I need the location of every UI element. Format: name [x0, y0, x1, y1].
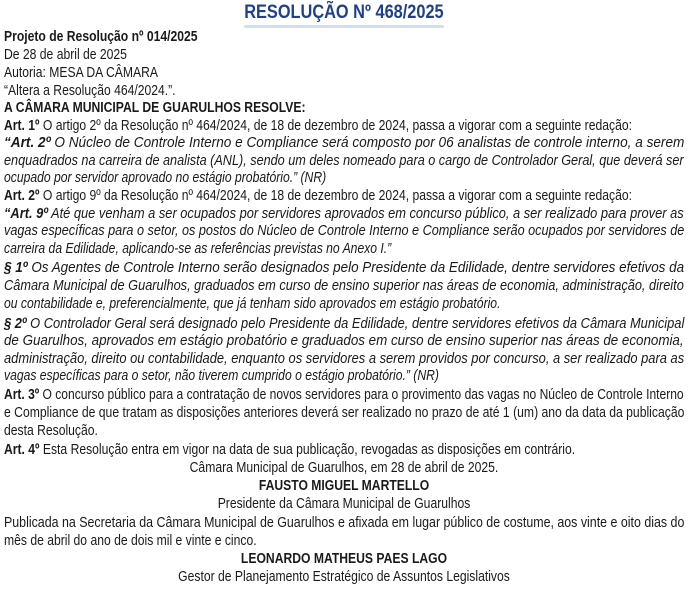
paragraph2-line3: administração, direito ou contabilidade, enquanto os servidores a serem providos por concurso, a ser realizado para as	[4, 350, 685, 367]
art1-quote-line1: “Art. 2º O Núcleo de Controle Interno e Compliance será composto por 06 analistas de controle interno, a serem	[4, 134, 685, 151]
document-title: RESOLUÇÃO Nº 468/2025	[0, 2, 688, 28]
art1-intro: Art. 1º O artigo 2º da Resolução nº 464/2024, de 18 de dezembro de 2024, passa a vigorar com a seguinte redação:	[4, 117, 632, 134]
art1-quote-line3: ocupado por servidor aprovado no estágio probatório.” (NR)	[4, 169, 327, 186]
signer2-role: Gestor de Planejamento Estratégico de Assuntos Legislativos	[178, 568, 510, 585]
paragraph2-line2: de Guarulhos, aprovados em estágio probatório e graduados em curso de ensino superior nas áreas de economia,	[4, 332, 684, 349]
art2-intro: Art. 2º O artigo 9º da Resolução nº 464/2024, de 18 de dezembro de 2024, passa a vigorar com a seguinte redação:	[4, 187, 632, 204]
art2-quote-line3: carreira da Edilidade, aplicando-se as referências previstas no Anexo I.”	[4, 240, 392, 257]
paragraph1-line2: Câmara Municipal de Guarulhos, graduados em curso de ensino superior nas áreas de economia, administração, direito	[4, 277, 684, 294]
project-date: De 28 de abril de 2025	[4, 46, 127, 63]
art3-line1: Art. 3º O concurso público para a contratação de novos servidores para o provimento das vagas no Núcleo de Controle Interno	[4, 386, 684, 403]
art1-quote-line2: enquadrados na carreira de analista (ANL), sendo um deles nomeado para o cargo de Controlador Geral, que deverá ser	[4, 152, 684, 169]
project-summary: “Altera a Resolução 464/2024.”.	[4, 82, 176, 99]
signer2-name: LEONARDO MATHEUS PAES LAGO	[240, 550, 448, 567]
art3-line2: e Compliance de que tratam as disposições anteriores deverá ser realizado no prazo de até 1 (um) ano da data da publicação	[4, 404, 685, 421]
art2-quote-line1: “Art. 9º Até que venham a ser ocupados por servidores aprovados em concurso público, a ser realizado para prover as	[4, 205, 684, 222]
publication-line1: Publicada na Secretaria da Câmara Municipal de Guarulhos e afixada em lugar público de costume, aos vinte e oito dias do	[4, 514, 685, 531]
art2-quote-line2: vagas específicas para o setor, os postos do Núcleo de Controle Interno e Compliance serão ocupados por servidores de	[4, 222, 685, 239]
paragraph1-line1: § 1º Os Agentes de Controle Interno serão designados pelo Presidente da Edilidade, dentre servidores efetivos da	[4, 259, 685, 276]
project-author: Autoria: MESA DA CÂMARA	[4, 64, 158, 81]
paragraph2-line1: § 2º O Controlador Geral será designado pelo Presidente da Edilidade, dentre servidores efetivos da Câmara Municipal	[4, 315, 685, 332]
resolve-heading: A CÂMARA MUNICIPAL DE GUARULHOS RESOLVE:	[4, 99, 306, 116]
signer1-name: FAUSTO MIGUEL MARTELLO	[258, 477, 430, 494]
place-date: Câmara Municipal de Guarulhos, em 28 de abril de 2025.	[189, 459, 499, 476]
project-number: Projeto de Resolução nº 014/2025	[4, 28, 198, 45]
art4: Art. 4º Esta Resolução entra em vigor na data de sua publicação, revogadas as disposições em contrário.	[4, 441, 576, 458]
paragraph1-line3: ou contabilidade e, preferencialmente, que já tenham sido aprovados em estágio probatório.	[4, 295, 501, 312]
publication-line2: mês de abril do ano de dois mil e vinte e cinco.	[4, 532, 257, 549]
paragraph2-line4: vagas específicas para o setor, não tiverem cumprido o estágio probatório.” (NR)	[4, 367, 439, 384]
art3-line3: desta Resolução.	[4, 422, 98, 439]
signer1-role: Presidente da Câmara Municipal de Guarulhos	[217, 495, 471, 512]
